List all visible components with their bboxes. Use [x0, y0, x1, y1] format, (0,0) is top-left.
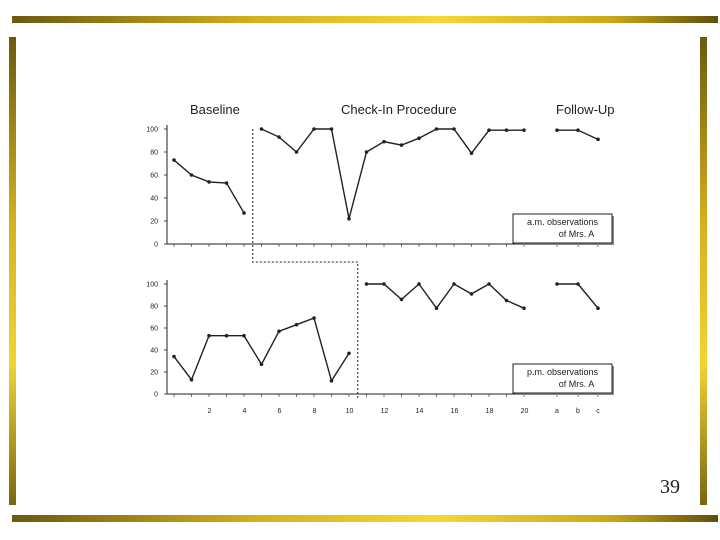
- x-tick-label: 2: [207, 408, 212, 415]
- data-point: [576, 282, 580, 286]
- x-tick-label: b: [576, 408, 580, 415]
- legend-text: of Mrs. A: [558, 379, 595, 389]
- data-point: [487, 128, 491, 132]
- y-tick-label: 0: [154, 241, 158, 249]
- data-point: [207, 180, 211, 184]
- data-point: [330, 127, 334, 131]
- data-point: [400, 143, 404, 147]
- phase-label: Follow-Up: [556, 102, 615, 117]
- data-point: [487, 282, 491, 286]
- x-tick-label: 18: [485, 408, 494, 415]
- y-tick-label: 0: [154, 391, 158, 399]
- series-line: [262, 129, 525, 219]
- data-point: [242, 334, 246, 338]
- phase-label: Baseline: [190, 102, 240, 117]
- data-point: [596, 306, 600, 310]
- y-tick-label: 40: [150, 195, 158, 203]
- data-point: [555, 282, 559, 286]
- data-point: [172, 355, 176, 359]
- data-point: [365, 150, 369, 154]
- data-point: [505, 299, 509, 303]
- x-tick-label: 16: [450, 408, 459, 415]
- data-point: [207, 334, 211, 338]
- data-point: [190, 173, 194, 177]
- x-tick-label: 10: [345, 408, 354, 415]
- data-point: [225, 181, 229, 185]
- data-point: [330, 379, 334, 383]
- y-tick-label: 40: [150, 347, 158, 355]
- x-tick-label: c: [596, 408, 600, 415]
- data-point: [452, 282, 456, 286]
- data-point: [400, 298, 404, 302]
- y-tick-label: 60: [150, 172, 158, 180]
- data-point: [417, 282, 421, 286]
- series-line: [174, 160, 244, 213]
- x-tick-label: 6: [277, 408, 282, 415]
- data-point: [312, 127, 316, 131]
- data-point: [470, 292, 474, 296]
- data-point: [365, 282, 369, 286]
- data-point: [522, 128, 526, 132]
- data-point: [596, 138, 600, 142]
- data-point: [172, 158, 176, 162]
- x-tick-label: 4: [242, 408, 247, 415]
- data-point: [452, 127, 456, 131]
- y-tick-label: 80: [150, 149, 158, 157]
- data-point: [470, 151, 474, 155]
- y-tick-label: 80: [150, 303, 158, 311]
- series-line: [367, 284, 525, 308]
- x-tick-label: 14: [415, 408, 424, 415]
- data-point: [347, 217, 351, 221]
- data-point: [435, 127, 439, 131]
- legend-text: of Mrs. A: [558, 229, 595, 239]
- y-tick-label: 100: [146, 126, 158, 134]
- data-point: [225, 334, 229, 338]
- data-point: [277, 135, 281, 139]
- data-point: [417, 136, 421, 140]
- legend-text: p.m. observations: [526, 367, 599, 377]
- phase-label: Check-In Procedure: [341, 102, 457, 117]
- data-point: [555, 128, 559, 132]
- legend-text: a.m. observations: [526, 217, 599, 227]
- series-line: [557, 284, 598, 308]
- y-tick-label: 100: [146, 281, 158, 289]
- x-tick-label: 8: [312, 408, 317, 415]
- data-point: [347, 352, 351, 356]
- data-point: [295, 150, 299, 154]
- series-line: [174, 318, 349, 381]
- phase-change-line: [253, 129, 358, 400]
- data-point: [382, 282, 386, 286]
- data-point: [260, 127, 264, 131]
- x-tick-label: 12: [380, 408, 389, 415]
- data-point: [576, 128, 580, 132]
- data-point: [312, 316, 316, 320]
- data-point: [242, 211, 246, 215]
- y-tick-label: 60: [150, 325, 158, 333]
- y-tick-label: 20: [150, 218, 158, 226]
- data-point: [295, 323, 299, 327]
- data-point: [382, 140, 386, 144]
- data-point: [277, 330, 281, 334]
- x-tick-label: a: [555, 408, 559, 415]
- y-tick-label: 20: [150, 369, 158, 377]
- page-number: 39: [660, 476, 680, 498]
- data-point: [522, 306, 526, 310]
- data-point: [505, 128, 509, 132]
- data-point: [260, 363, 264, 367]
- data-point: [435, 306, 439, 310]
- x-tick-label: 20: [520, 408, 529, 415]
- data-point: [190, 378, 194, 382]
